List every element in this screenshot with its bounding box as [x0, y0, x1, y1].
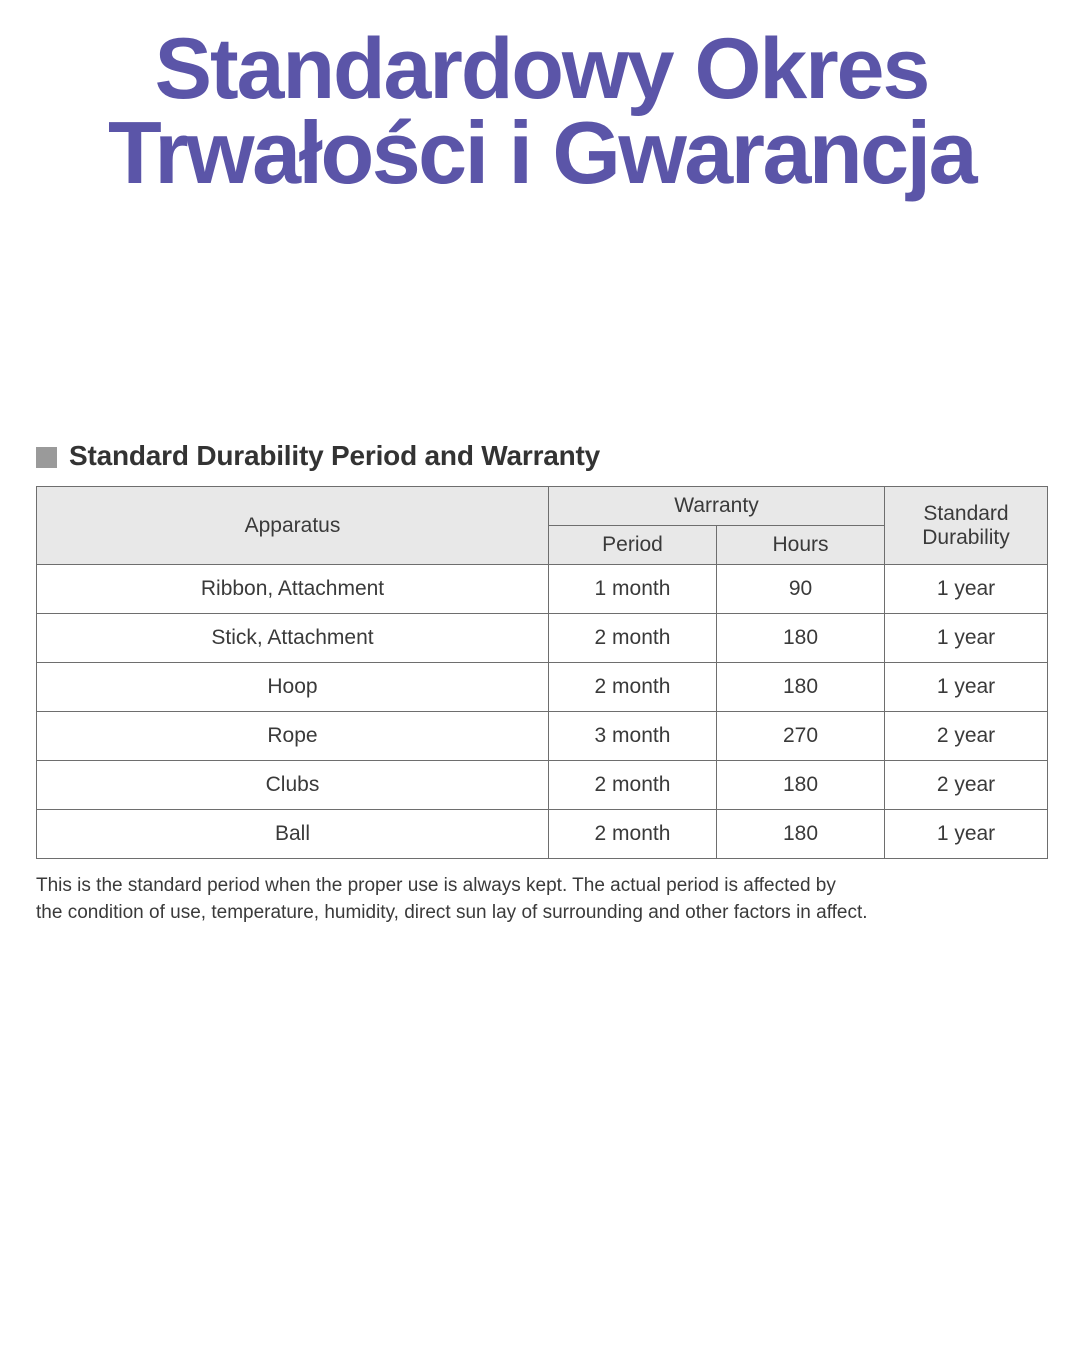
cell-apparatus: Hoop: [37, 663, 549, 712]
cell-apparatus: Clubs: [37, 761, 549, 810]
table-row: [37, 614, 1048, 663]
table-row: [37, 810, 1048, 859]
header-standard-durability: Standard Durability: [885, 487, 1048, 565]
section-heading: [36, 440, 1047, 472]
cell-apparatus: Ribbon, Attachment: [37, 565, 549, 614]
hero-title-line-2: Trwałości i Gwarancja: [107, 102, 976, 202]
hero-banner: [0, 0, 1083, 202]
table-row: [37, 565, 1048, 614]
cell-durability: 1 year: [885, 614, 1048, 663]
cell-apparatus: Ball: [37, 810, 549, 859]
page-title: Standard Durability Period and Warranty: [69, 440, 601, 471]
header-period: Period: [549, 526, 717, 565]
table-header: [37, 487, 1048, 565]
header-warranty: Warranty: [549, 487, 885, 526]
cell-period: 2 month: [549, 761, 717, 810]
table-header-row-1: [37, 487, 1048, 526]
cell-hours: 270: [717, 712, 885, 761]
cell-durability: 2 year: [885, 712, 1048, 761]
table-row: [37, 663, 1048, 712]
hero-title-line-1: Standardowy Okres: [154, 21, 929, 117]
cell-period: 2 month: [549, 663, 717, 712]
table-body: [37, 565, 1048, 859]
durability-section: [36, 440, 1047, 927]
cell-period: 2 month: [549, 810, 717, 859]
table-row: [37, 712, 1048, 761]
table-row: [37, 761, 1048, 810]
square-bullet-icon: [36, 447, 57, 468]
cell-durability: 1 year: [885, 810, 1048, 859]
cell-apparatus: Stick, Attachment: [37, 614, 549, 663]
cell-apparatus: Rope: [37, 712, 549, 761]
durability-table: [36, 486, 1048, 859]
cell-period: 3 month: [549, 712, 717, 761]
cell-period: 1 month: [549, 565, 717, 614]
footnote: [36, 873, 1047, 927]
footnote-line-2: the condition of use, temperature, humidity, direct sun lay of surrounding and other factors in affect.: [36, 902, 868, 924]
cell-hours: 180: [717, 810, 885, 859]
cell-hours: 180: [717, 614, 885, 663]
footnote-line-1: This is the standard period when the proper use is always kept. The actual period is affected by: [36, 875, 836, 897]
header-hours: Hours: [717, 526, 885, 565]
cell-hours: 90: [717, 565, 885, 614]
cell-durability: 1 year: [885, 663, 1048, 712]
header-apparatus: Apparatus: [37, 487, 549, 565]
cell-period: 2 month: [549, 614, 717, 663]
cell-durability: 1 year: [885, 565, 1048, 614]
cell-hours: 180: [717, 663, 885, 712]
cell-hours: 180: [717, 761, 885, 810]
cell-durability: 2 year: [885, 761, 1048, 810]
